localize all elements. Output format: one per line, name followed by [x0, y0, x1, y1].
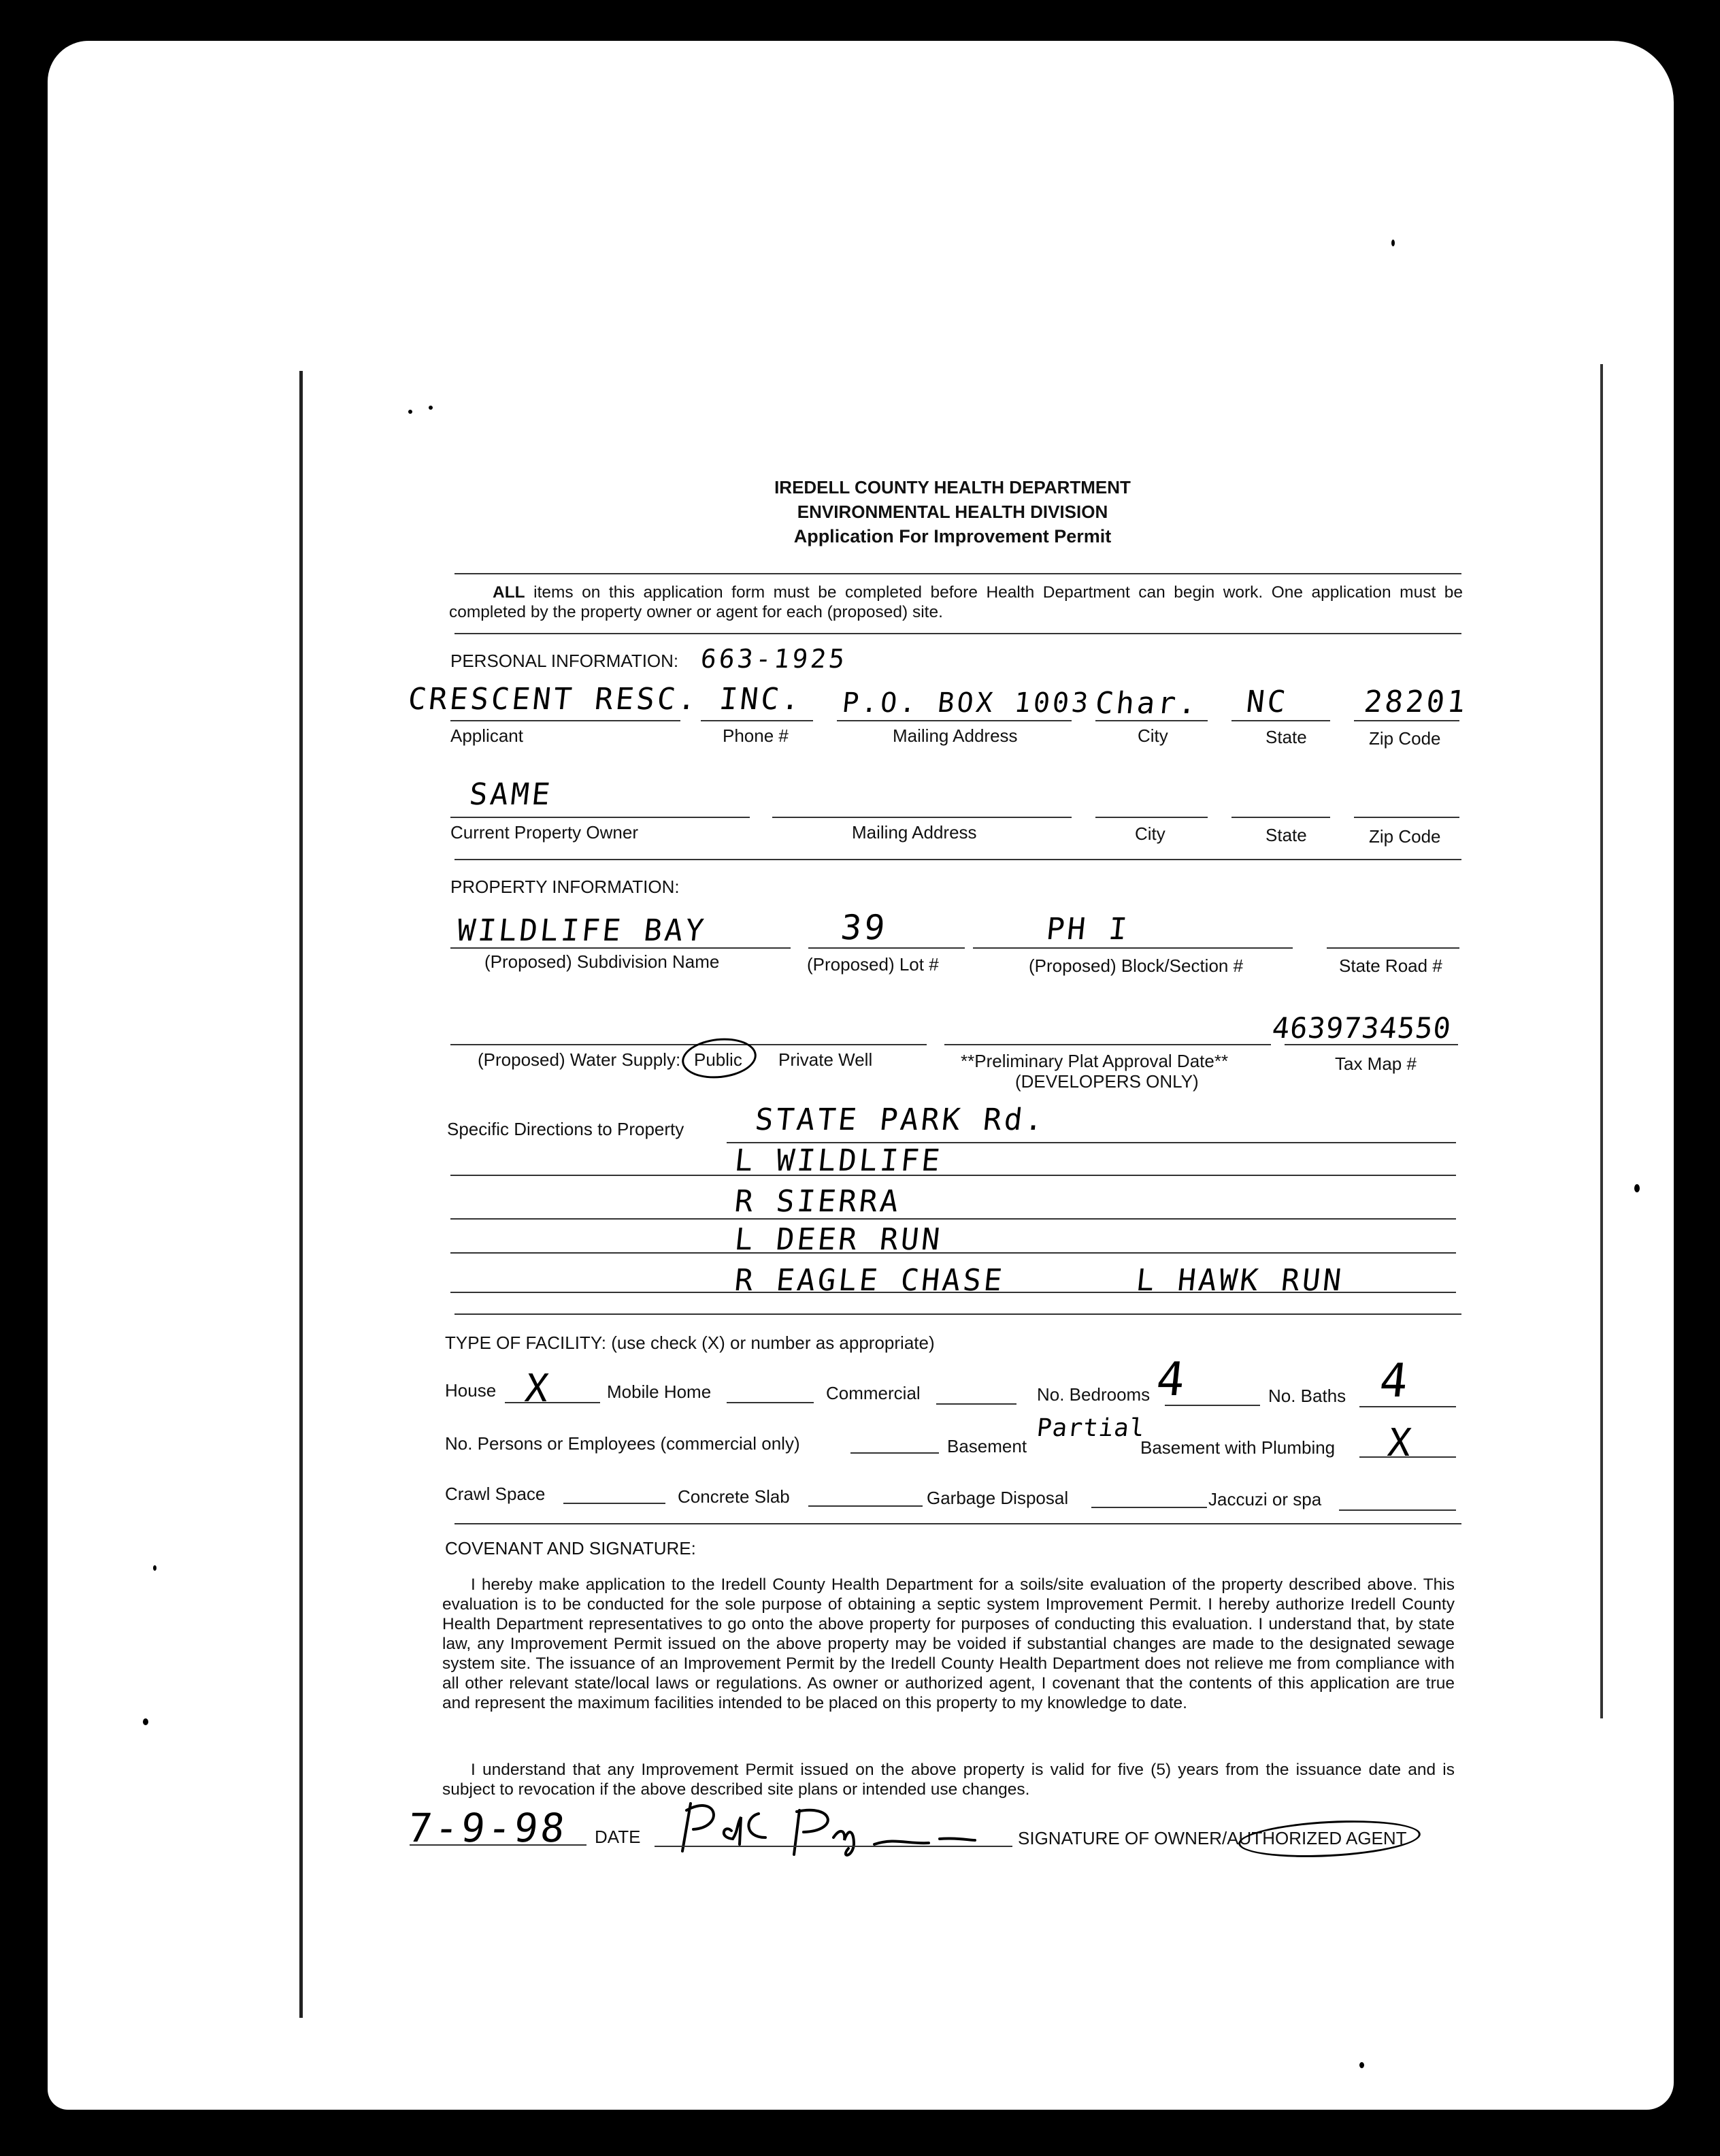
commercial-line: [936, 1403, 1016, 1405]
owner-city-label: City: [1135, 823, 1165, 844]
owner-mailing-line: [772, 817, 1072, 818]
basement-plumbing-check[interactable]: X: [1385, 1421, 1417, 1465]
mailing-address-label: Mailing Address: [893, 725, 1018, 746]
house-check[interactable]: X: [523, 1367, 554, 1411]
basement-label: Basement: [947, 1436, 1027, 1456]
crawl-space-label: Crawl Space: [445, 1484, 546, 1504]
block-line: [973, 947, 1293, 949]
mailing-line: [837, 720, 1072, 721]
persons-line: [850, 1452, 939, 1454]
water-supply-line: [450, 1044, 927, 1045]
plat-date-line: [944, 1044, 1271, 1045]
city-value[interactable]: Char.: [1093, 686, 1202, 721]
direction-line-rule: [450, 1175, 1456, 1176]
scan-speck: [153, 1565, 156, 1571]
tax-map-line: [1285, 1044, 1458, 1045]
facility-hint: (use check (X) or number as appropriate): [611, 1333, 935, 1353]
scan-speck: [1634, 1184, 1640, 1192]
basement-value[interactable]: Partial: [1035, 1414, 1146, 1442]
zip-value[interactable]: 28201: [1362, 685, 1470, 719]
phone-note-handwritten: 663-1925: [699, 644, 849, 674]
city-line: [1095, 720, 1208, 721]
date-label: DATE: [595, 1827, 641, 1847]
covenant-label: COVENANT AND SIGNATURE:: [445, 1538, 696, 1558]
covenant-paragraph-1: I hereby make application to the Iredell County Health Department for a soils/site evaluation of the property described above. This evaluation is to be conducted for the sole purpose of obtaining a septic system Improvement Permit. I hereby authorize Iredell County Health Department representatives to go onto the above property for purposes of conducting this evaluation. I understand that, by state law, any Improvement Permit issued on the above property may be voided if substantial changes are made to the designated sewage system site. The issuance of an Improvement Permit by the Iredell County Health Department does not relieve me from compliance with all other relevant state/local laws or regulations. As owner or authorized agent, I covenant that the contents of this application are true and represent the maximum facilities intended to be placed on this property to my knowledge to date.: [442, 1575, 1455, 1712]
covenant-paragraph-2: I understand that any Improvement Permit issued on the above property is valid for five (5) years from the issuance date and is subject to revocation if the above described site plans or intended use changes.: [442, 1761, 1455, 1799]
header-title: IREDELL COUNTY HEALTH DEPARTMENT: [774, 477, 1131, 497]
intro-text: [449, 583, 1463, 622]
date-value[interactable]: 7-9-98: [406, 1805, 570, 1851]
concrete-slab-label: Concrete Slab: [678, 1486, 790, 1507]
facility-label-text: TYPE OF FACILITY:: [445, 1333, 606, 1353]
plat-date-sublabel: (DEVELOPERS ONLY): [1015, 1071, 1199, 1092]
bedrooms-label: No. Bedrooms: [1037, 1384, 1151, 1405]
intro-body: items on this application form must be completed before Health Department can begin work. One application must be completed by the property owner or agent for each (proposed) site.: [449, 583, 1463, 621]
direction-line-2[interactable]: L WILDLIFE: [733, 1143, 944, 1178]
owner-state-label: State: [1266, 825, 1307, 845]
block-label: (Proposed) Block/Section #: [1029, 956, 1244, 976]
commercial-label: Commercial: [826, 1383, 921, 1403]
property-info-label: PROPERTY INFORMATION:: [450, 877, 680, 897]
bedrooms-line: [1165, 1405, 1260, 1406]
scan-speck: [347, 2111, 408, 2118]
scan-speck: [1359, 2062, 1364, 2068]
mobile-home-label: Mobile Home: [607, 1382, 712, 1402]
owner-mailing-label: Mailing Address: [852, 822, 977, 843]
zip-label: Zip Code: [1369, 728, 1441, 749]
mailing-address-value[interactable]: P.O. BOX 1003: [840, 687, 1093, 719]
applicant-name-value[interactable]: CRESCENT RESC. INC.: [406, 682, 805, 717]
owner-zip-label: Zip Code: [1369, 826, 1441, 847]
crawl-space-line: [563, 1503, 665, 1504]
divider: [454, 633, 1461, 634]
divider: [454, 1313, 1461, 1315]
scan-speck: [408, 410, 412, 414]
subdivision-label: (Proposed) Subdivision Name: [484, 951, 720, 972]
divider: [454, 859, 1461, 860]
lot-line: [808, 947, 965, 949]
water-public-option[interactable]: Public: [694, 1049, 742, 1070]
date-line: [410, 1844, 586, 1846]
direction-line-6[interactable]: L HAWK RUN: [1134, 1263, 1346, 1298]
baths-line: [1359, 1406, 1456, 1407]
divider: [454, 1523, 1461, 1524]
header-form-name: Application For Improvement Permit: [793, 526, 1112, 546]
lot-label: (Proposed) Lot #: [807, 954, 939, 975]
city-label: City: [1138, 725, 1168, 746]
basement-plumbing-label: Basement with Plumbing: [1140, 1437, 1336, 1458]
scan-artifact-left: [299, 371, 303, 2018]
phone-line: [701, 720, 813, 721]
garbage-disposal-line: [1091, 1507, 1207, 1508]
block-value[interactable]: PH I: [1044, 912, 1131, 947]
scan-speck: [143, 1718, 148, 1725]
scan-speck: [1391, 240, 1395, 246]
scan-speck: [1687, 1705, 1691, 1710]
garbage-disposal-label: Garbage Disposal: [927, 1488, 1069, 1508]
direction-line-rule: [450, 1292, 1456, 1293]
direction-line-rule: [450, 1252, 1456, 1254]
scan-speck: [429, 406, 433, 410]
owner-state-line: [1231, 817, 1330, 818]
divider: [454, 573, 1461, 574]
plat-date-label: **Preliminary Plat Approval Date**: [961, 1051, 1229, 1071]
state-road-line: [1327, 947, 1459, 949]
mobile-home-line: [727, 1402, 814, 1403]
owner-value[interactable]: SAME: [467, 777, 555, 812]
tax-map-label: Tax Map #: [1335, 1054, 1417, 1074]
tax-map-value[interactable]: 4639734550: [1270, 1011, 1453, 1045]
applicant-label: Applicant: [450, 725, 523, 746]
state-label: State: [1266, 727, 1307, 747]
basement-plumbing-line: [1359, 1456, 1456, 1458]
house-line: [505, 1402, 600, 1403]
scan-artifact-right: [1600, 364, 1603, 1718]
direction-line-rule: [450, 1218, 1456, 1220]
water-supply-label: (Proposed) Water Supply:: [478, 1049, 681, 1070]
owner-zip-line: [1354, 817, 1459, 818]
authorized-agent-option[interactable]: AUTHORIZED AGENT: [1227, 1828, 1407, 1848]
personal-info-label: PERSONAL INFORMATION:: [450, 651, 679, 671]
direction-line-3[interactable]: R SIERRA: [733, 1184, 903, 1219]
direction-line-1[interactable]: STATE PARK Rd.: [753, 1102, 1048, 1137]
direction-line-5[interactable]: R EAGLE CHASE: [733, 1263, 1007, 1298]
owner-label: Current Property Owner: [450, 822, 638, 843]
applicant-line: [450, 720, 680, 721]
zip-line: [1354, 720, 1459, 721]
signature-line: [655, 1846, 1012, 1847]
subdivision-value[interactable]: WILDLIFE BAY: [455, 913, 708, 948]
intro-bold: ALL: [493, 583, 525, 602]
phone-label: Phone #: [723, 725, 789, 746]
baths-label: No. Baths: [1268, 1386, 1346, 1406]
header-division: ENVIRONMENTAL HEALTH DIVISION: [797, 502, 1108, 522]
lot-value[interactable]: 39: [838, 908, 890, 947]
direction-line-4[interactable]: L DEER RUN: [733, 1222, 944, 1257]
signature-owner-text: SIGNATURE OF OWNER/: [1018, 1828, 1227, 1848]
state-value[interactable]: NC: [1244, 685, 1290, 719]
facility-section-label: [445, 1333, 935, 1354]
signature-scribble: [670, 1790, 983, 1865]
concrete-slab-line: [808, 1505, 923, 1507]
bedrooms-value[interactable]: 4: [1153, 1353, 1191, 1407]
persons-label: No. Persons or Employees (commercial only): [445, 1433, 800, 1454]
owner-line: [450, 817, 750, 818]
jacuzzi-label: Jaccuzi or spa: [1208, 1489, 1322, 1509]
baths-value[interactable]: 4: [1376, 1354, 1414, 1408]
state-road-label: State Road #: [1339, 956, 1442, 976]
owner-city-line: [1095, 817, 1208, 818]
state-line: [1231, 720, 1330, 721]
subdivision-line: [450, 947, 791, 949]
water-private-option[interactable]: Private Well: [778, 1049, 873, 1070]
jacuzzi-line: [1339, 1509, 1456, 1511]
house-label: House: [445, 1380, 497, 1401]
directions-label: Specific Directions to Property: [447, 1119, 684, 1139]
